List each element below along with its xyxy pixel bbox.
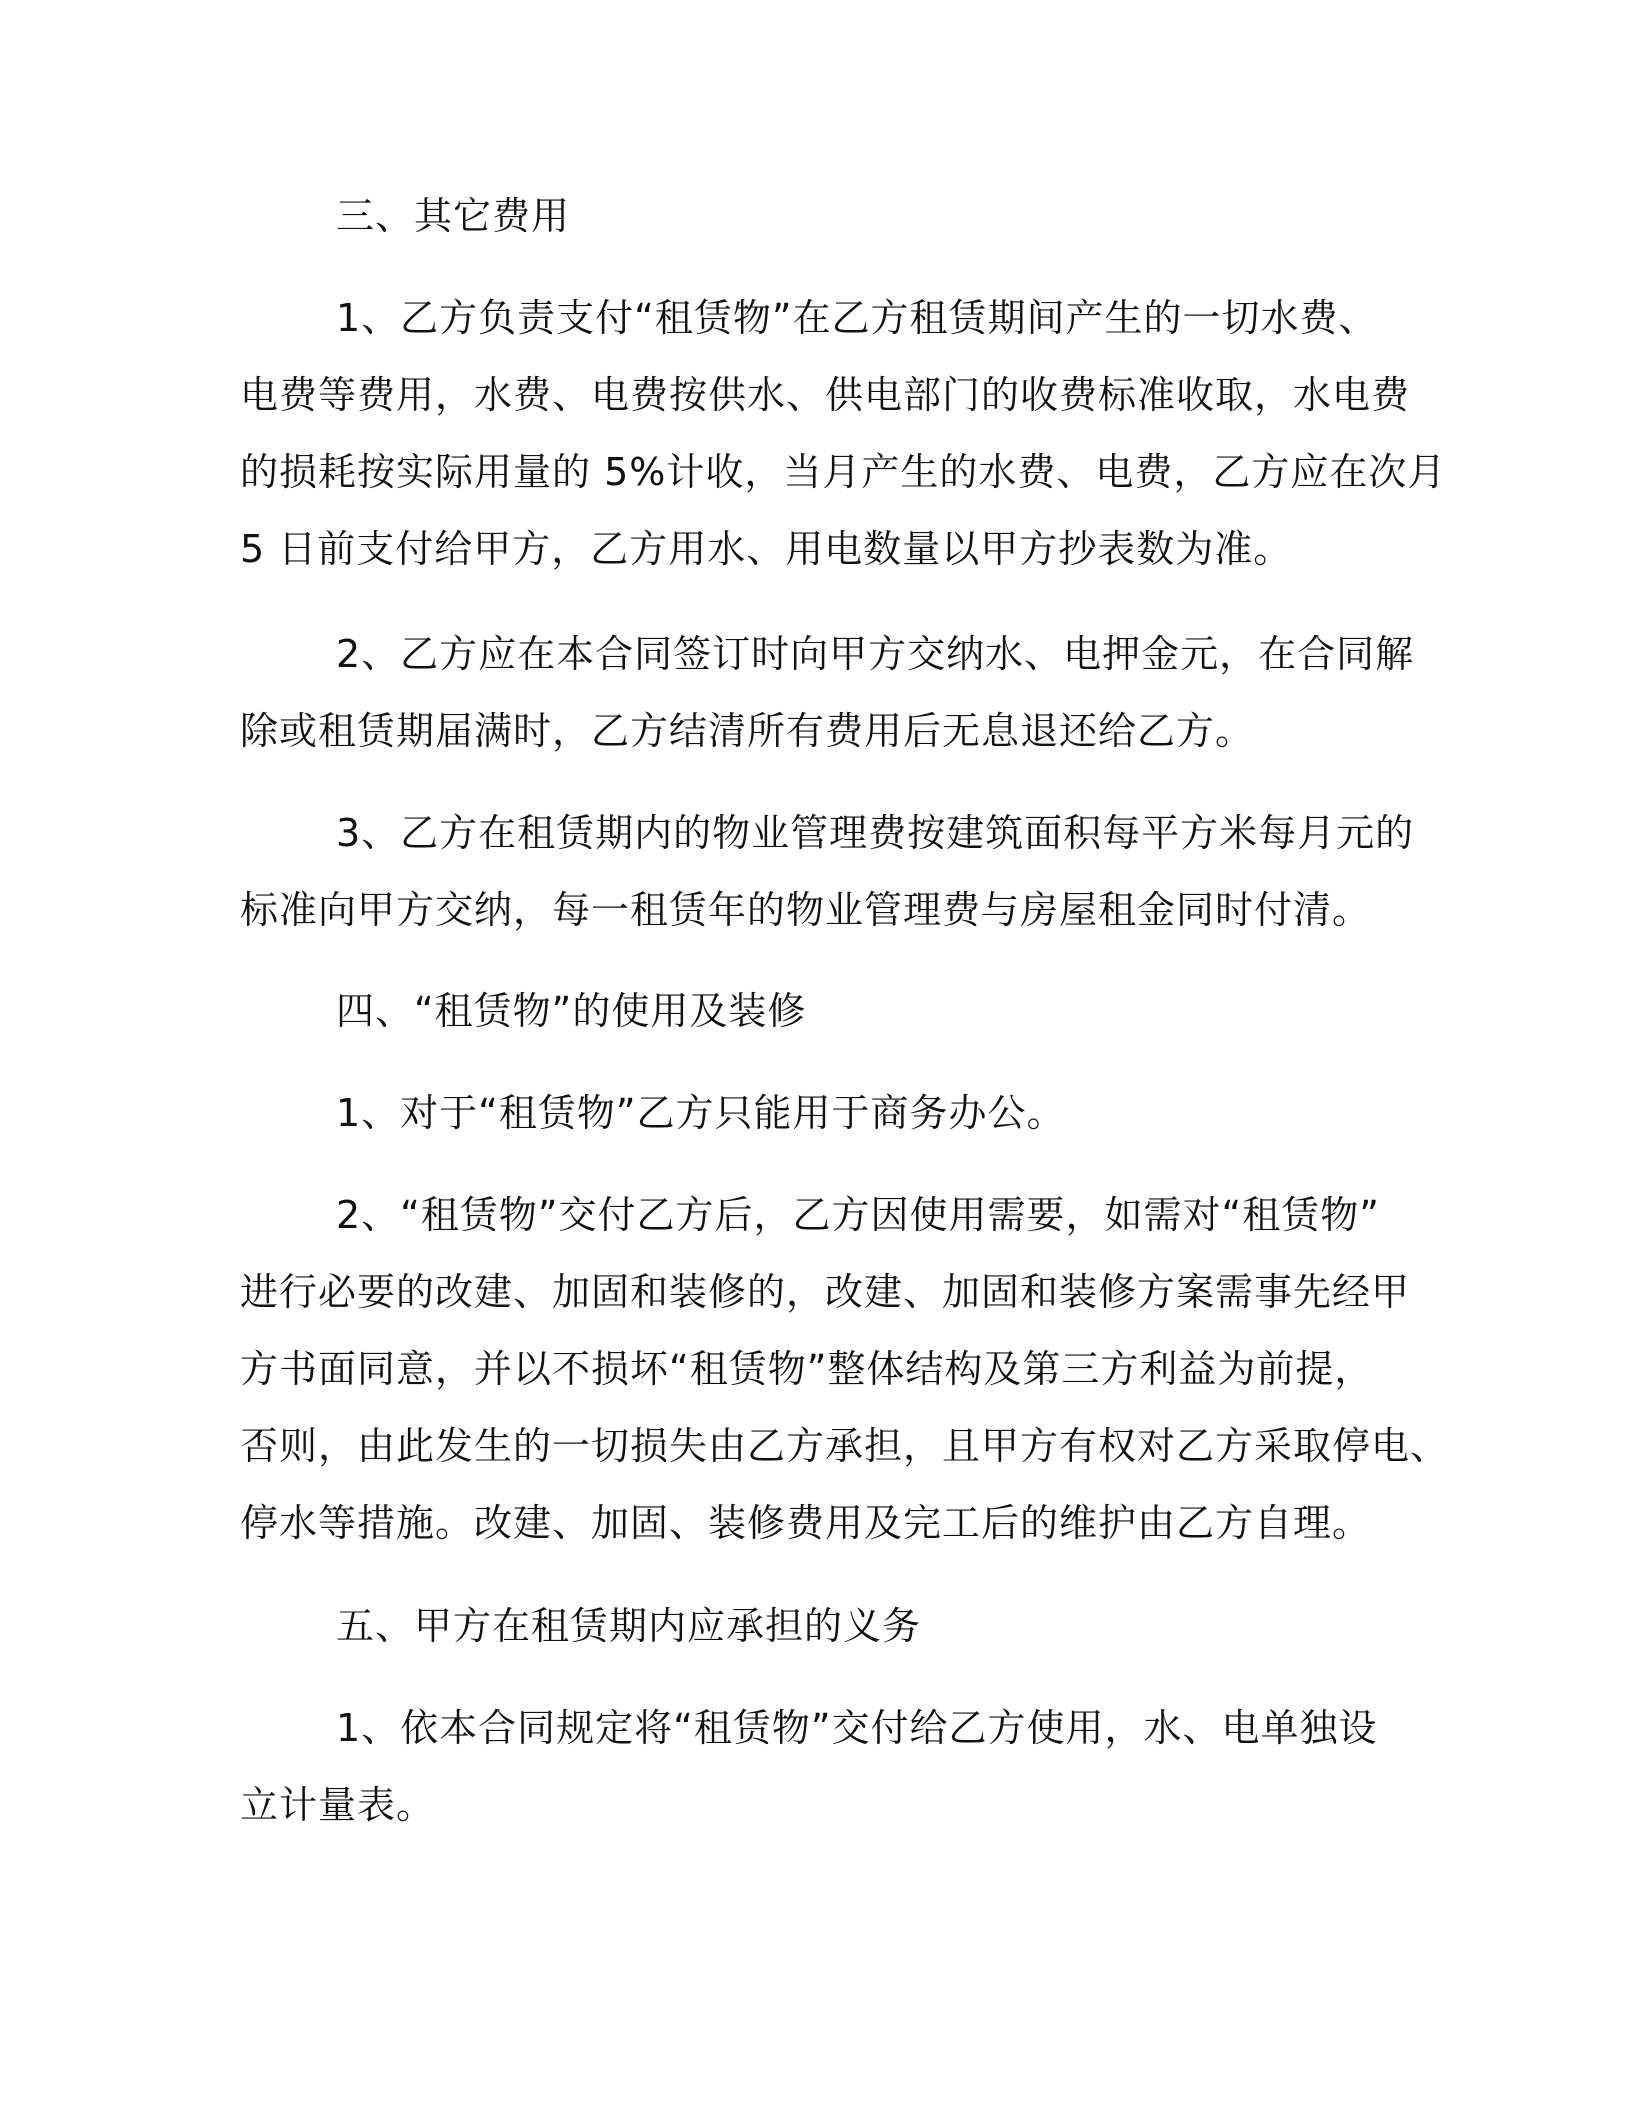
paragraph-line: 停水等措施。改建、加固、装修费用及完工后的维护由乙方自理。 [240,1501,1372,1545]
paragraph-line: 2、“租赁物”交付乙方后，乙方因使用需要，如需对“租赁物” [336,1193,1380,1237]
section-4-heading [240,973,1420,1050]
paragraph-line: 立计量表。 [240,1783,436,1827]
paragraph-line: 1、乙方负责支付“租赁物”在乙方租赁期间产生的一切水费、 [336,296,1378,340]
paragraph-line: 否则，由此发生的一切损失由乙方承担，且甲方有权对乙方采取停电、 [240,1424,1450,1468]
section-5-heading [240,1588,1420,1665]
paragraph-line: 1、依本合同规定将“租赁物”交付给乙方使用，水、电单独设 [336,1706,1378,1750]
paragraph-line: 的损耗按实际用量的 5%计收，当月产生的水费、电费，乙方应在次月 [240,450,1447,494]
heading-line: 五、甲方在租赁期内应承担的义务 [336,1604,922,1648]
section-3-item-2 [240,616,1420,770]
section-5-item-1 [240,1690,1420,1844]
paragraph-line: 2、乙方应在本合同签订时向甲方交纳水、电押金元，在合同解 [336,632,1415,676]
section-3-heading [240,178,1420,255]
paragraph-line: 3、乙方在租赁期内的物业管理费按建筑面积每平方米每月元的 [336,811,1415,855]
heading-line: 三、其它费用 [336,194,571,238]
paragraph-line: 标准向甲方交纳，每一租赁年的物业管理费与房屋租金同时付清。 [240,888,1372,932]
paragraph-line: 除或租赁期届满时，乙方结清所有费用后无息退还给乙方。 [240,709,1255,753]
section-3-item-3 [240,795,1420,949]
paragraph-line: 5 日前支付给甲方，乙方用水、用电数量以甲方抄表数为准。 [240,527,1293,571]
heading-line: 四、“租赁物”的使用及装修 [336,989,807,1033]
section-4-item-1 [240,1075,1420,1152]
paragraph-line: 1、对于“租赁物”乙方只能用于商务办公。 [336,1091,1066,1135]
section-4-item-2 [240,1177,1450,1562]
paragraph-line: 电费等费用，水费、电费按供水、供电部门的收费标准收取，水电费 [240,373,1411,417]
paragraph-line: 进行必要的改建、加固和装修的，改建、加固和装修方案需事先经甲 [240,1270,1411,1314]
paragraph-line: 方书面同意，并以不损坏“租赁物”整体结构及第三方利益为前提， [240,1347,1374,1391]
section-3-item-1 [240,280,1447,588]
